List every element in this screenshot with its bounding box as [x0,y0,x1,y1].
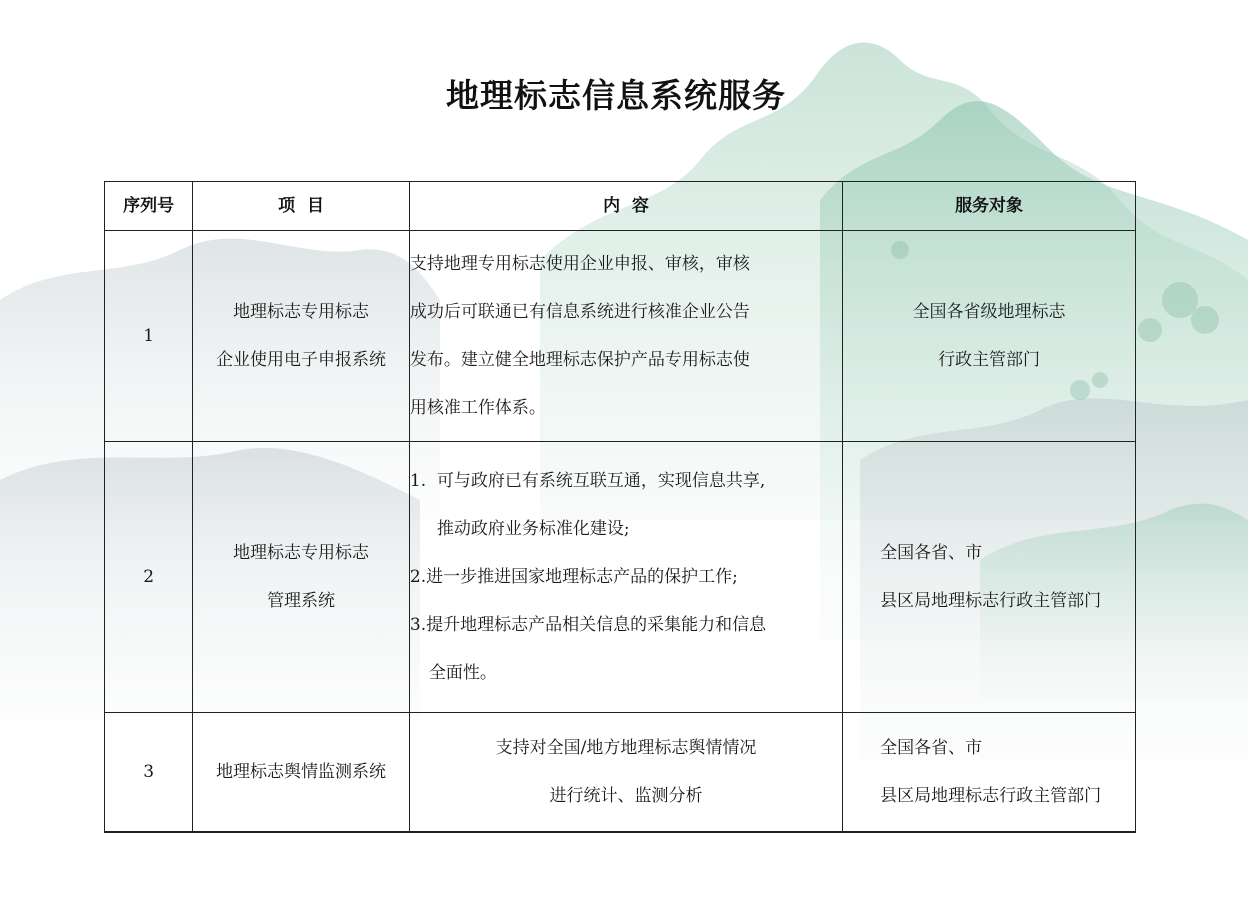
row-content [409,231,842,442]
row-content [409,442,842,713]
table-header-row [105,182,1136,231]
content-line: 发布。建立健全地理标志保护产品专用标志使 [409,350,750,370]
row-content [409,713,842,833]
content-line: 用核准工作体系。 [409,398,546,418]
row-number: 2 [105,442,193,713]
content-line: 3.提升地理标志产品相关信息的采集能力和信息 [409,615,767,635]
target-line: 全国各省级地理标志 [912,302,1066,322]
row-number: 3 [105,713,193,833]
row-service-target [843,231,1136,442]
row-item [193,713,410,833]
header-item-label: 项 目 [278,196,324,216]
row-service-target [843,442,1136,713]
content-line: 支持地理专用标志使用企业申报、审核，审核 [409,254,750,274]
content-line: 全面性。 [428,663,497,683]
header-item [193,182,410,231]
content-line: 成功后可联通已有信息系统进行核准企业公告 [409,302,750,322]
row-number: 1 [105,231,193,442]
page-title: 地理标志信息系统服务 [446,76,786,115]
table-row [105,231,1136,442]
content-line: 1. 可与政府已有系统互联互通，实现信息共享, [409,471,766,491]
content-line: 支持对全国/地方地理标志舆情情况 [495,738,757,758]
content-line: 进行统计、监测分析 [549,786,703,806]
item-line: 地理标志舆情监测系统 [216,762,387,782]
item-line: 企业使用电子申报系统 [216,350,387,370]
table-row [105,442,1136,713]
target-line: 全国各省、市 [880,543,983,563]
item-line: 地理标志专用标志 [233,543,370,563]
header-content [409,182,842,231]
target-line: 县区局地理标志行政主管部门 [880,591,1102,611]
item-line: 管理系统 [267,591,336,611]
header-service-target: 服务对象 [843,182,1136,231]
table-row [105,713,1136,833]
service-table [104,181,1136,833]
row-item [193,442,410,713]
item-line: 地理标志专用标志 [233,302,370,322]
header-serial-number: 序列号 [105,182,193,231]
target-line: 全国各省、市 [880,738,983,758]
row-service-target [843,713,1136,833]
content-line: 2.进一步推进国家地理标志产品的保护工作; [409,567,738,587]
content-line: 推动政府业务标准化建设; [436,519,630,539]
target-line: 行政主管部门 [938,350,1041,370]
row-item [193,231,410,442]
target-line: 县区局地理标志行政主管部门 [880,786,1102,806]
header-content-label: 内 容 [603,196,649,216]
